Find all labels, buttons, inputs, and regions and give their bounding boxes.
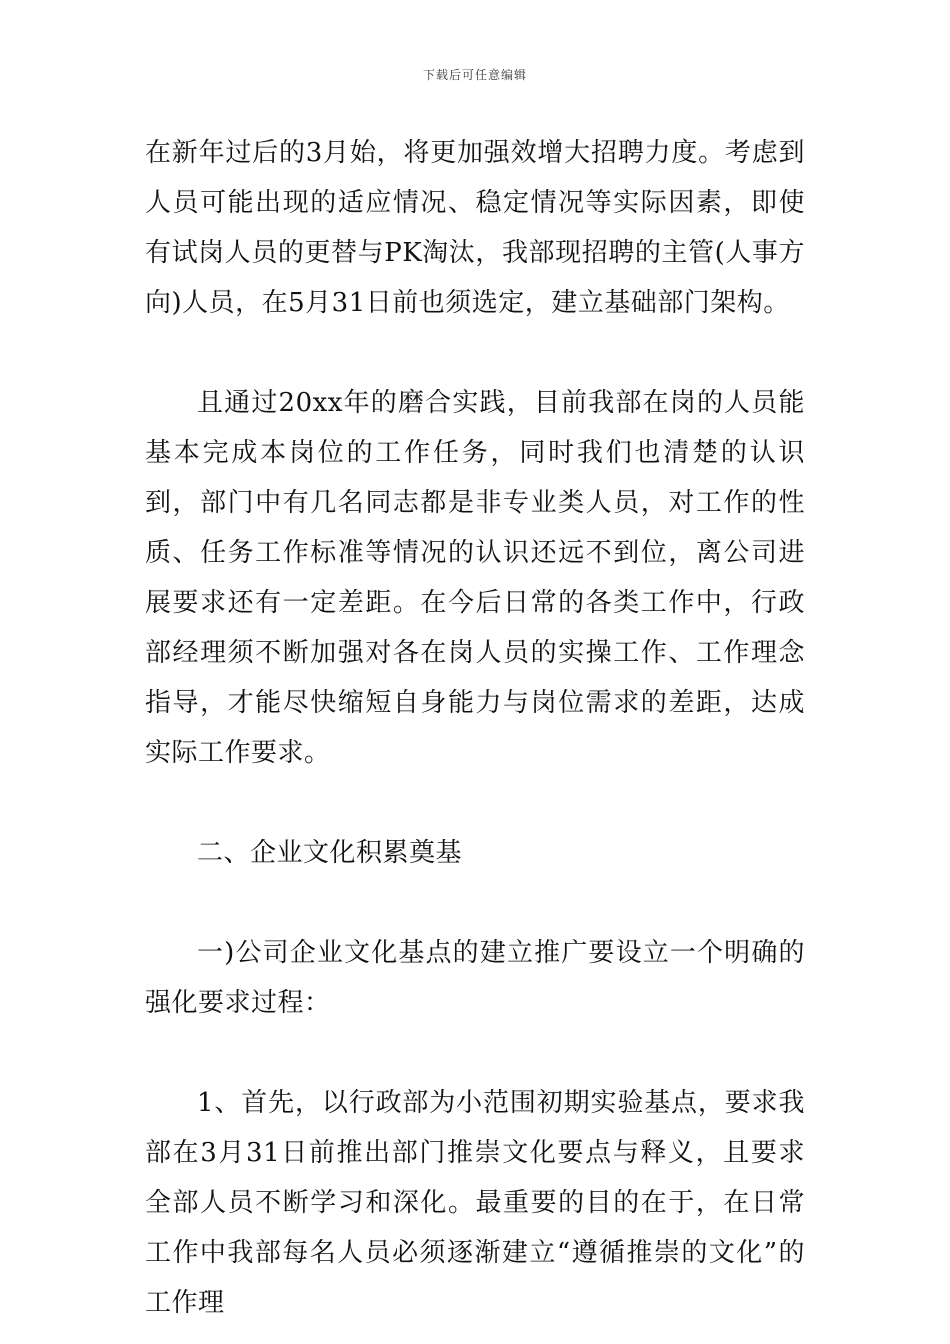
document-body: [145, 128, 805, 1328]
subsection-culture-basis: 一)公司企业文化基点的建立推广要设立一个明确的强化要求过程：: [145, 938, 805, 1018]
paragraph-gap: [145, 778, 805, 828]
paragraph-recruitment: 在新年过后的3月始，将更加强效增大招聘力度。考虑到人员可能出现的适应情况、稳定情况等实际因素，即使有试岗人员的更替与PK淘汰，我部现招聘的主管(人事方向)人员，在5月31日前也须选定，建立基础部门架构。: [145, 138, 805, 318]
header-note: 下载后可任意编辑: [422, 68, 527, 82]
paragraph-staff-practice: 且通过20xx年的磨合实践，目前我部在岗的人员能基本完成本岗位的工作任务，同时我们也清楚的认识到，部门中有几名同志都是非专业类人员，对工作的性质、任务工作标准等情况的认识还远不到位，离公司进展要求还有一定差距。在今后日常的各类工作中，行政部经理须不断加强对各在岗人员的实操工作、工作理念指导，才能尽快缩短自身能力与岗位需求的差距，达成实际工作要求。: [145, 388, 805, 768]
paragraph-item-1: 1、首先，以行政部为小范围初期实验基点，要求我部在3月31日前推出部门推崇文化要点与释义，且要求全部人员不断学习和深化。最重要的目的在于，在日常工作中我部每名人员必须逐渐建立“遵循推崇的文化”的工作理: [145, 1088, 805, 1318]
paragraph-gap: [145, 1028, 805, 1078]
section-heading-culture: 二、企业文化积累奠基: [197, 838, 463, 868]
paragraph-gap: [145, 328, 805, 378]
paragraph-gap: [145, 878, 805, 928]
